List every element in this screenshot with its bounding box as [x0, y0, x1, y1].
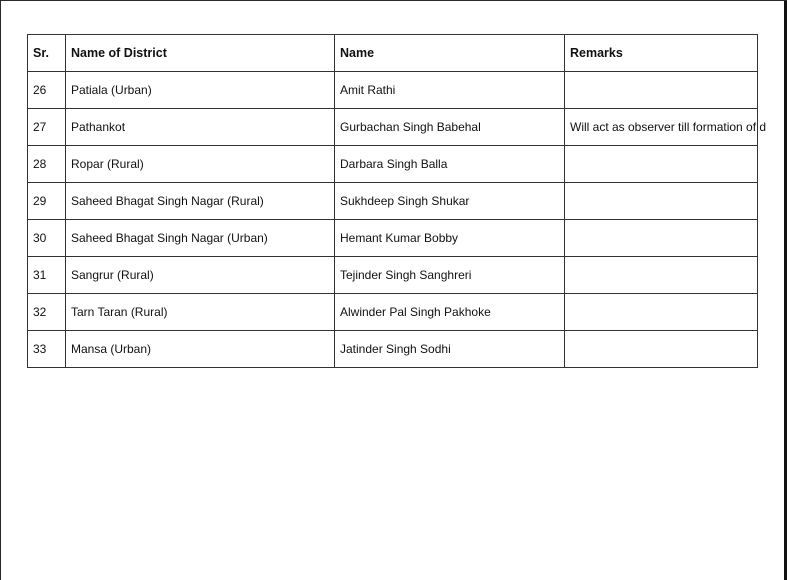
cell-sr: 31	[28, 257, 66, 294]
cell-sr: 26	[28, 72, 66, 109]
district-observers-table	[27, 34, 767, 368]
header-name: Name	[335, 35, 565, 72]
table-row	[28, 294, 758, 331]
header-sr: Sr.	[28, 35, 66, 72]
cell-district: Pathankot	[66, 109, 335, 146]
cell-remarks	[565, 220, 758, 257]
cell-name: Darbara Singh Balla	[335, 146, 565, 183]
cell-sr: 29	[28, 183, 66, 220]
district-table-container	[27, 34, 785, 382]
cell-sr: 32	[28, 294, 66, 331]
cell-name: Gurbachan Singh Babehal	[335, 109, 565, 146]
table-row	[28, 183, 758, 220]
cell-district: Saheed Bhagat Singh Nagar (Rural)	[66, 183, 335, 220]
cell-district: Patiala (Urban)	[66, 72, 335, 109]
cell-sr: 27	[28, 109, 66, 146]
cell-district: Sangrur (Rural)	[66, 257, 335, 294]
header-remarks: Remarks	[565, 35, 758, 72]
table-row	[28, 72, 758, 109]
cell-district: Mansa (Urban)	[66, 331, 335, 368]
cell-name: Sukhdeep Singh Shukar	[335, 183, 565, 220]
cell-sr: 33	[28, 331, 66, 368]
cell-district: Tarn Taran (Rural)	[66, 294, 335, 331]
cell-name: Jatinder Singh Sodhi	[335, 331, 565, 368]
cell-name: Tejinder Singh Sanghreri	[335, 257, 565, 294]
header-district: Name of District	[66, 35, 335, 72]
cell-sr: 30	[28, 220, 66, 257]
cell-remarks	[565, 294, 758, 331]
table-row	[28, 220, 758, 257]
cell-name: Alwinder Pal Singh Pakhoke	[335, 294, 565, 331]
table-row	[28, 257, 758, 294]
cell-remarks	[565, 146, 758, 183]
cell-remarks: Will act as observer till formation of d	[565, 109, 758, 146]
cell-district: Ropar (Rural)	[66, 146, 335, 183]
table-header-row	[28, 35, 758, 72]
table-row	[28, 109, 758, 146]
cell-name: Amit Rathi	[335, 72, 565, 109]
cell-remarks	[565, 257, 758, 294]
cell-sr: 28	[28, 146, 66, 183]
cell-remarks	[565, 331, 758, 368]
table-row	[28, 146, 758, 183]
cell-name: Hemant Kumar Bobby	[335, 220, 565, 257]
table-row	[28, 331, 758, 368]
cell-remarks	[565, 72, 758, 109]
cell-remarks	[565, 183, 758, 220]
cell-district: Saheed Bhagat Singh Nagar (Urban)	[66, 220, 335, 257]
